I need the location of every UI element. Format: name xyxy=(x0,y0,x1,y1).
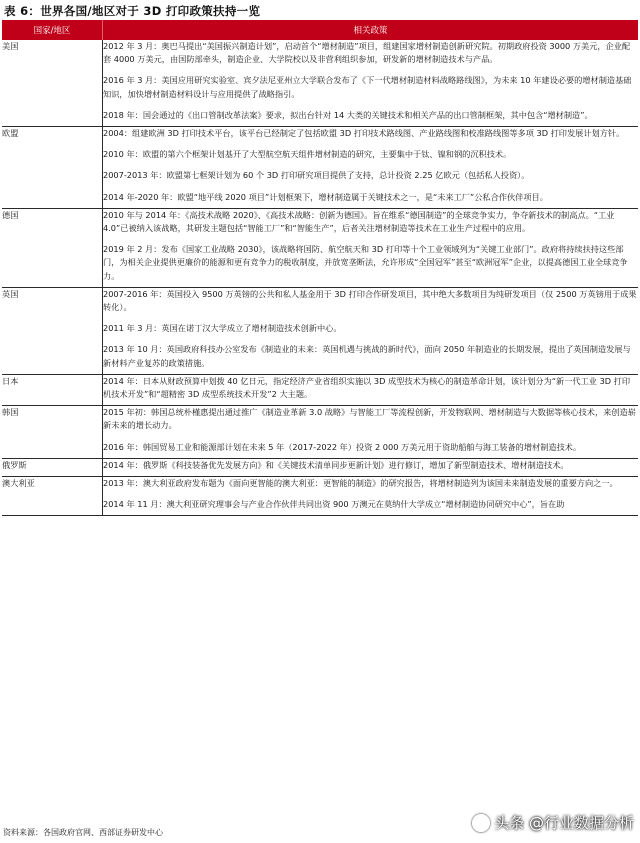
table-row-korea xyxy=(2,406,638,459)
policy-cell xyxy=(103,477,639,516)
policy-cell xyxy=(103,406,639,459)
policy-item: 2016 年：韩国贸易工业和能源部计划在未来 5 年（2017-2022 年）投资 2 000 万美元用于资助船舶与海工装备的增材制造技术。 xyxy=(103,441,582,452)
policy-item: 2010 年与 2014 年：《高技术战略 2020》、《高技术战略：创新为德国》。旨在维系“德国制造”的全球竞争实力，争夺新技术的制高点。“工业 4.0”已被纳入该战略，其研发主题包括“智能工厂”和“智能生产”，后者关注增材制造等技术在工业生产过程中的应用。 xyxy=(103,209,615,234)
policy-item: 2013 年：澳大利亚政府发布题为《面向更智能的澳大利亚：更智能的制造》的研究报告，将增材制造列为该国未来制造发展的重要方向之一。 xyxy=(103,478,618,489)
table-body xyxy=(2,40,638,516)
region-cell: 澳大利亚 xyxy=(2,477,103,516)
table-caption: 表 6：世界各国/地区对于 3D 打印政策扶持一览 xyxy=(4,4,261,18)
policy-item: 2019 年 2 月：发布《国家工业战略 2030》，该战略将国防、航空航天和 3D 打印等十个工业领域列为“关键工业部门”。政府将持续扶持这些部门，为相关企业提供更廉价的能源和更有竞争力的税收制度，并放宽垄断法，允许形成“全国冠军”甚至“欧洲冠军”企业，以提高德国工业全球竞争力。 xyxy=(103,244,628,281)
policy-item: 2014 年：俄罗斯《科技装备优先发展方向》和《关键技术清单同步更新计划》进行修订，增加了新型制造技术、增材制造技术。 xyxy=(103,459,569,470)
table-header-row xyxy=(2,20,638,40)
table-row-uk xyxy=(2,287,638,374)
region-cell: 欧盟 xyxy=(2,127,103,209)
policy-item: 2007-2016 年：英国投入 9500 万英镑的公共和私人基金用于 3D 打印合作研发项目，其中绝大多数项目为纯研发项目（仅 2500 万英镑用于成果转化）。 xyxy=(103,288,637,313)
policy-item: 2015 年初：韩国总统朴槿惠提出通过推广《制造业革新 3.0 战略》与智能工厂等流程创新，开发物联网、增材制造与大数据等核心技术，来创造崭新未来的增长动力。 xyxy=(103,407,636,431)
table-row-japan xyxy=(2,374,638,405)
table-row-eu xyxy=(2,127,638,209)
policy-table xyxy=(2,20,638,516)
header-policy: 相关政策 xyxy=(103,20,639,40)
policy-cell xyxy=(103,374,639,405)
watermark-logo-icon xyxy=(472,814,490,832)
table-row-australia xyxy=(2,477,638,516)
policy-item: 2014 年 11 月：澳大利亚研究理事会与产业合作伙伴共同出资 900 万澳元在莫纳什大学成立“增材制造协同研究中心”，旨在助 xyxy=(103,499,565,510)
region-cell: 德国 xyxy=(2,208,103,287)
region-cell: 英国 xyxy=(2,287,103,374)
policy-item: 2011 年 3 月：英国在诺丁汉大学成立了增材制造技术创新中心。 xyxy=(103,323,342,334)
policy-cell xyxy=(103,127,639,209)
region-cell: 俄罗斯 xyxy=(2,458,103,476)
policy-item: 2016 年 3 月：美国应用研究实验室、宾夕法尼亚州立大学联合发布了《下一代增材制造材料战略路线图》，为未来 10 年建设必要的增材制造基础知识，加快增材制造材料设计与应用提供了战略指引。 xyxy=(103,75,632,99)
policy-cell xyxy=(103,287,639,374)
policy-item: 2014 年-2020 年：欧盟“地平线 2020 项目”计划框架下，增材制造属于关键技术之一，是“未来工厂”公私合作伙伴项目。 xyxy=(103,191,548,202)
policy-item: 2013 年 10 月：英国政府科技办公室发布《制造业的未来：英国机遇与挑战的新时代》，面向 2050 年制造业的长期发展，提出了英国制造发展与新材料产业复苏的政策措施。 xyxy=(103,344,631,368)
table-row-russia xyxy=(2,458,638,476)
table-row-usa xyxy=(2,40,638,127)
policy-item: 2004：组建欧洲 3D 打印技术平台，该平台已经制定了包括欧盟 3D 打印技术路线图、产业路线图和校准路线图等多项 3D 打印发展计划方针。 xyxy=(103,128,625,139)
policy-cell xyxy=(103,40,639,127)
region-cell: 韩国 xyxy=(2,406,103,459)
policy-item: 2012 年 3 月：奥巴马提出“美国振兴制造计划”，启动首个“增材制造”项目，组建国家增材制造创新研究院。初期政府投资 3000 万美元，企业配套 4000 万美元，由国防部牵头，制造企业、大学院校以及非营利组织参加，研发新的增材制造技术与产品。 xyxy=(103,41,631,65)
region-cell: 日本 xyxy=(2,374,103,405)
watermark-text: 头条 @行业数据分析 xyxy=(494,814,634,832)
table-row-germany xyxy=(2,208,638,287)
policy-item: 2018 年：国会通过的《出口管制改革法案》要求，拟出台针对 14 大类的关键技术和相关产品的出口管制框架，其中包含“增材制造”。 xyxy=(103,109,593,120)
policy-item: 2010 年：欧盟的第六个框架计划基开了大型航空航天组件增材制造的研究，主要集中于钛、镍和钢的沉积技术。 xyxy=(103,149,512,160)
header-region: 国家/地区 xyxy=(2,20,103,40)
policy-cell xyxy=(103,208,639,287)
source-note: 资料来源：各国政府官网、西部证券研发中心 xyxy=(3,828,163,837)
region-cell: 美国 xyxy=(2,40,103,127)
policy-item: 2007-2013 年：欧盟第七框架计划为 60 个 3D 打印研究项目提供了支持，总计投资 2.25 亿欧元（包括私人投资）。 xyxy=(103,170,530,181)
watermark xyxy=(472,812,634,833)
policy-item: 2014 年：日本从财政预算中划拨 40 亿日元，指定经济产业省组织实施以 3D 成型技术为核心的制造革命计划，该计划分为“新一代工业 3D 打印机技术开发”和“超精密 3D 成型系统技术开发”2 大主题。 xyxy=(103,375,631,400)
policy-cell xyxy=(103,458,639,476)
